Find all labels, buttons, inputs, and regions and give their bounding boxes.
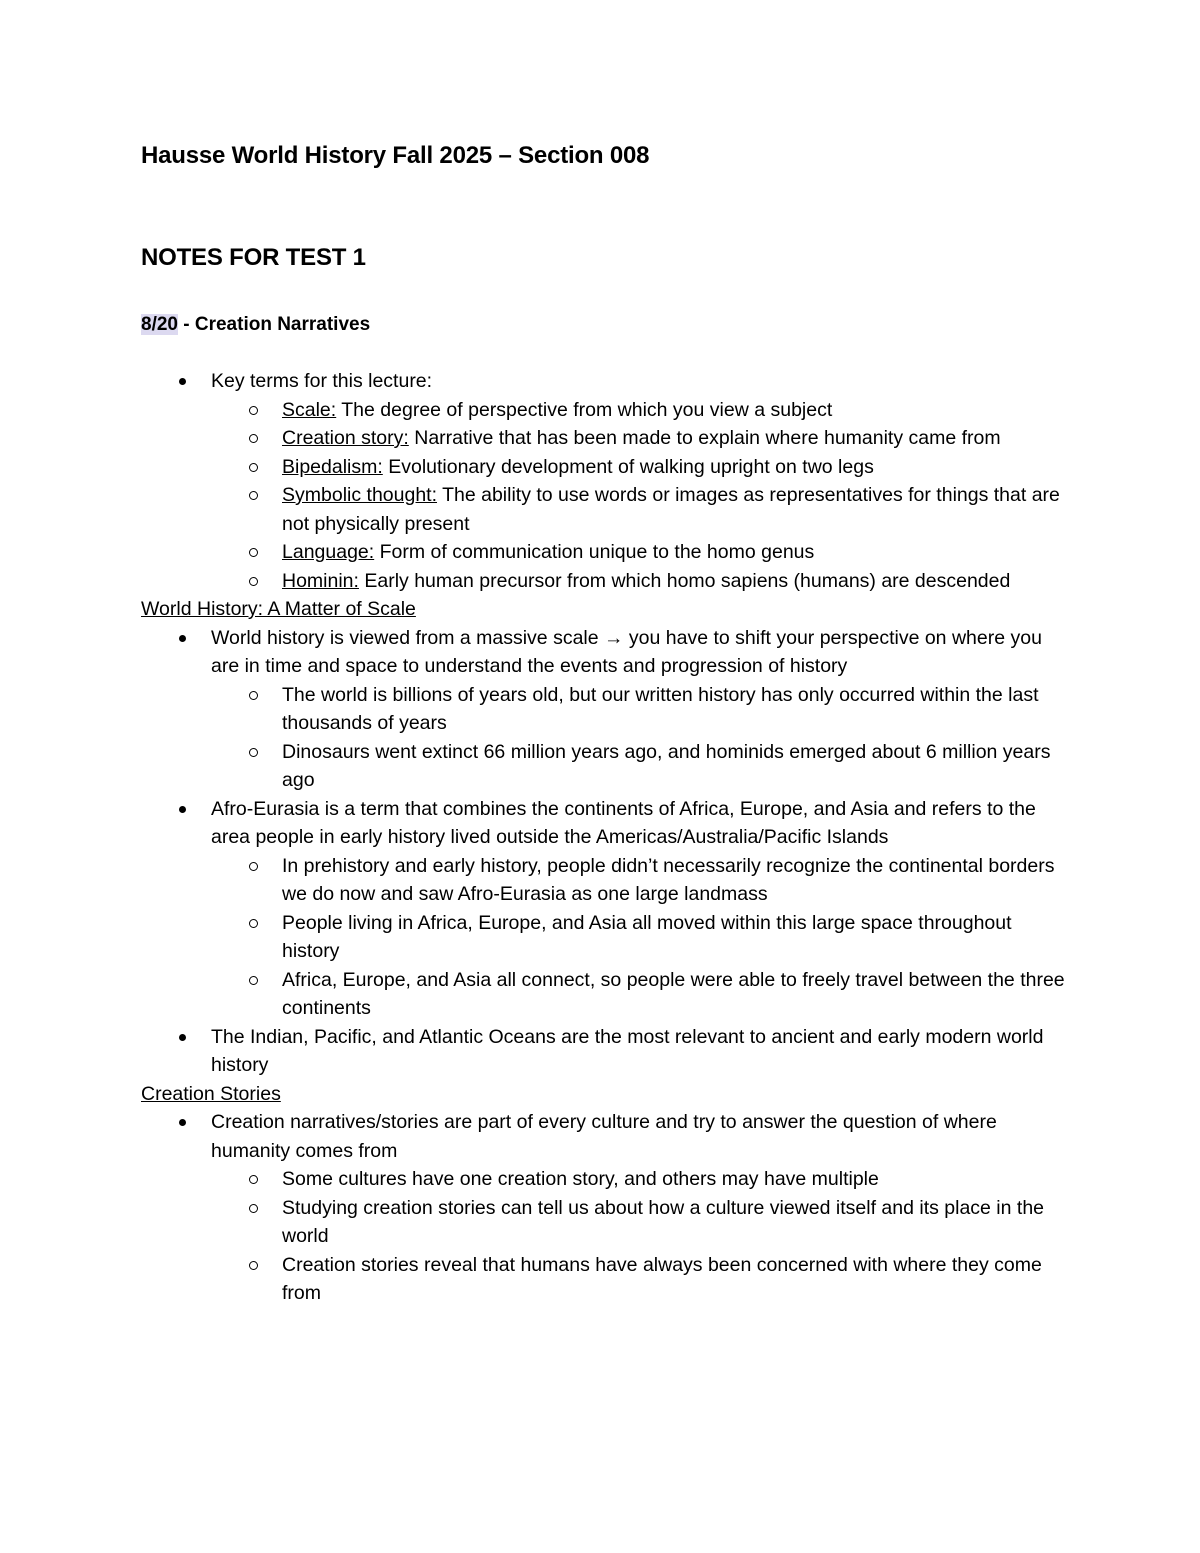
key-term: Creation story: — [282, 427, 409, 449]
circle-bullet-icon — [249, 463, 258, 472]
sublist-item-text: The world is billions of years old, but our written history has only occurred within the last thousands of years — [282, 683, 1039, 734]
sublist-item — [141, 1165, 1071, 1194]
circle-bullet-icon — [249, 1175, 258, 1184]
key-term-item — [141, 481, 1071, 538]
key-terms-sublist — [211, 396, 1071, 596]
bullet-icon — [179, 378, 186, 385]
key-term-definition: Early human precursor from which homo sapiens (humans) are descended — [358, 569, 1011, 592]
sublist-item — [141, 852, 1071, 909]
sublist-item — [141, 1194, 1071, 1251]
circle-bullet-icon — [249, 691, 258, 700]
sublist-item-text: Creation stories reveal that humans have always been concerned with where they come from — [282, 1253, 1042, 1304]
key-term-item — [141, 396, 1071, 425]
sublist-item-text: Some cultures have one creation story, and others may have multiple — [282, 1168, 879, 1190]
circle-bullet-icon — [249, 434, 258, 443]
sublist-item-text: Studying creation stories can tell us about how a culture viewed itself and its place in the world — [282, 1196, 1045, 1247]
circle-bullet-icon — [249, 862, 258, 871]
bullet-icon — [179, 635, 186, 642]
circle-bullet-icon — [249, 577, 258, 586]
key-term: Hominin: — [282, 569, 359, 592]
document-title: Hausse World History Fall 2025 – Section 008 — [141, 142, 650, 169]
key-term-definition: Evolutionary development of walking upright on two legs — [382, 455, 874, 478]
key-term-item — [141, 453, 1071, 482]
bullet-icon — [179, 806, 186, 813]
bullet-icon — [179, 1034, 186, 1041]
document-page — [141, 138, 1071, 1308]
list-item-text: The Indian, Pacific, and Atlantic Oceans are the most relevant to ancient and early modern world history — [211, 1025, 1044, 1076]
key-term-item — [141, 567, 1071, 596]
list-item-text: World history is viewed from a massive scale → you have to shift your perspective on where you are in time and space to understand the events and progression of history — [211, 626, 1042, 677]
key-term-definition: Form of communication unique to the homo genus — [374, 541, 815, 563]
key-terms-list — [141, 367, 1071, 595]
list-item-text: Creation narratives/stories are part of every culture and try to answer the question of where humanity comes from — [211, 1111, 997, 1162]
creation-list — [141, 1108, 1071, 1308]
circle-bullet-icon — [249, 976, 258, 985]
sublist-item-text: Dinosaurs went extinct 66 million years ago, and hominids emerged about 6 million years ago — [282, 740, 1051, 791]
list-item — [141, 1108, 1071, 1308]
sublist-item — [141, 1251, 1071, 1308]
circle-bullet-icon — [249, 406, 258, 415]
circle-bullet-icon — [249, 919, 258, 928]
bullet-icon — [179, 1119, 186, 1126]
lecture-date-heading — [141, 311, 1071, 339]
scale-list — [141, 624, 1071, 1080]
document-subtitle: NOTES FOR TEST 1 — [141, 244, 366, 271]
sublist-item-text: People living in Africa, Europe, and Asia all moved within this large space throughout history — [282, 911, 1012, 962]
key-term: Language: — [282, 541, 375, 563]
sublist — [211, 681, 1071, 795]
circle-bullet-icon — [249, 491, 258, 500]
list-item — [141, 624, 1071, 795]
key-term-definition: The ability to use words or images as representatives for things that are not physically present — [282, 484, 1060, 535]
sublist-item — [141, 909, 1071, 966]
sublist-item — [141, 681, 1071, 738]
key-term-item — [141, 538, 1071, 567]
key-term: Bipedalism: — [282, 455, 383, 478]
list-item-text: Afro-Eurasia is a term that combines the continents of Africa, Europe, and Asia and refers to the area people in early history lived outside the Americas/Australia/Pacific Islands — [211, 797, 1036, 848]
lecture-topic: - Creation Narratives — [177, 314, 371, 335]
circle-bullet-icon — [249, 748, 258, 757]
list-item — [141, 1023, 1071, 1080]
section-heading-creation: Creation Stories — [141, 1082, 281, 1105]
sublist-item — [141, 738, 1071, 795]
list-item — [141, 795, 1071, 1023]
key-term-definition: The degree of perspective from which you view a subject — [336, 398, 833, 421]
circle-bullet-icon — [249, 1261, 258, 1270]
sublist-item — [141, 966, 1071, 1023]
sublist-item-text: Africa, Europe, and Asia all connect, so people were able to freely travel between the three continents — [282, 968, 1065, 1019]
key-terms-intro: Key terms for this lecture: — [211, 370, 433, 392]
key-term-item — [141, 424, 1071, 453]
key-term: Symbolic thought: — [282, 484, 438, 506]
key-term-definition: Narrative that has been made to explain where humanity came from — [408, 427, 1001, 449]
sublist-item-text: In prehistory and early history, people didn’t necessarily recognize the continental borders we do now and saw Afro-Eurasia as one large landmass — [282, 854, 1055, 905]
key-term: Scale: — [282, 398, 337, 421]
lecture-date: 8/20 — [141, 314, 178, 335]
section-heading-scale: World History: A Matter of Scale — [141, 598, 416, 620]
sublist — [211, 852, 1071, 1023]
sublist — [211, 1165, 1071, 1308]
circle-bullet-icon — [249, 548, 258, 557]
circle-bullet-icon — [249, 1204, 258, 1213]
list-item — [141, 367, 1071, 595]
